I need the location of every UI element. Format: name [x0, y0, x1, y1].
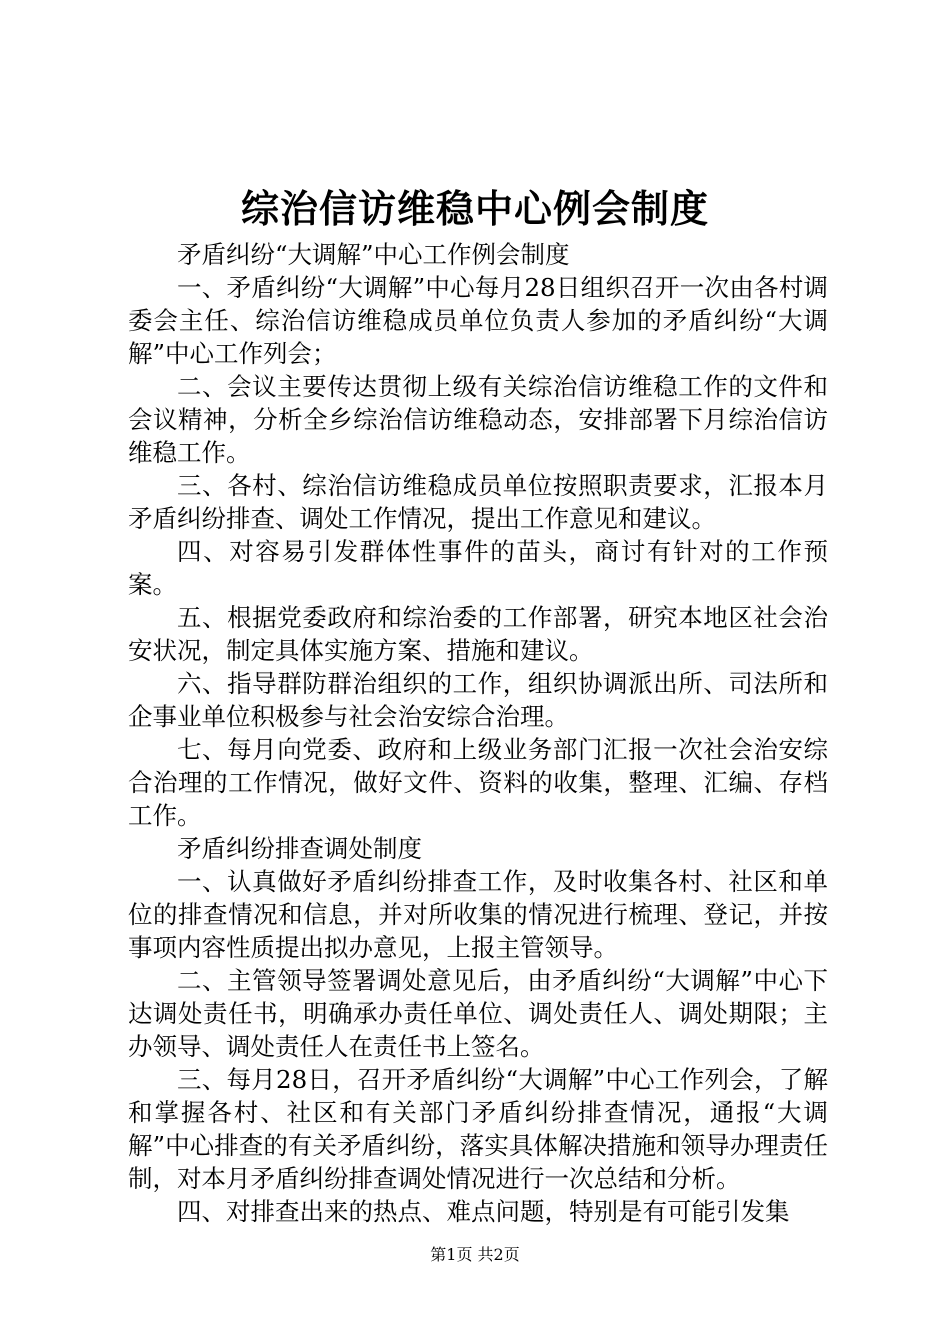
- paragraph: 三、各村、综治信访维稳成员单位按照职责要求，汇报本月矛盾纠纷排查、调处工作情况，提出工作意见和建议。: [128, 471, 828, 533]
- document-title: 综治信访维稳中心例会制度: [240, 186, 709, 231]
- paragraph: 六、指导群防群治组织的工作，组织协调派出所、司法所和企事业单位积极参与社会治安综合治理。: [128, 669, 828, 731]
- paragraph: 五、根据党委政府和综治委的工作部署，研究本地区社会治安状况，制定具体实施方案、措施和建议。: [128, 603, 828, 665]
- paragraph: 二、主管领导签署调处意见后，由矛盾纠纷“大调解”中心下达调处责任书，明确承办责任单位、调处责任人、调处期限；主办领导、调处责任人在责任书上签名。: [128, 966, 828, 1061]
- paragraph: 七、每月向党委、政府和上级业务部门汇报一次社会治安综合治理的工作情况，做好文件、资料的收集，整理、汇编、存档工作。: [128, 735, 828, 830]
- paragraph: 三、每月28日，召开矛盾纠纷“大调解”中心工作列会，了解和掌握各村、社区和有关部门矛盾纠纷排查情况，通报“大调解”中心排查的有关矛盾纠纷，落实具体解决措施和领导办理责任制，对本月矛盾纠纷排查调处情况进行一次总结和分析。: [128, 1065, 828, 1193]
- paragraph: 一、矛盾纠纷“大调解”中心每月28日组织召开一次由各村调委会主任、综治信访维稳成员单位负责人参加的矛盾纠纷“大调解”中心工作列会；: [128, 273, 828, 368]
- section-heading: 矛盾纠纷“大调解”中心工作例会制度: [177, 240, 570, 269]
- document-body: [128, 238, 828, 1228]
- paragraph: 一、认真做好矛盾纠纷排查工作，及时收集各村、社区和单位的排查情况和信息，并对所收集的情况进行梳理、登记，并按事项内容性质提出拟办意见，上报主管领导。: [128, 867, 828, 962]
- paragraph: 四、对排查出来的热点、难点问题，特别是有可能引发集: [177, 1197, 790, 1226]
- paragraph: 二、会议主要传达贯彻上级有关综治信访维稳工作的文件和会议精神，分析全乡综治信访维稳动态，安排部署下月综治信访维稳工作。: [128, 372, 828, 467]
- section-heading: 矛盾纠纷排查调处制度: [177, 834, 422, 863]
- page-footer: 第1页 共2页: [430, 1245, 520, 1264]
- paragraph: 四、对容易引发群体性事件的苗头，商讨有针对的工作预案。: [128, 537, 828, 599]
